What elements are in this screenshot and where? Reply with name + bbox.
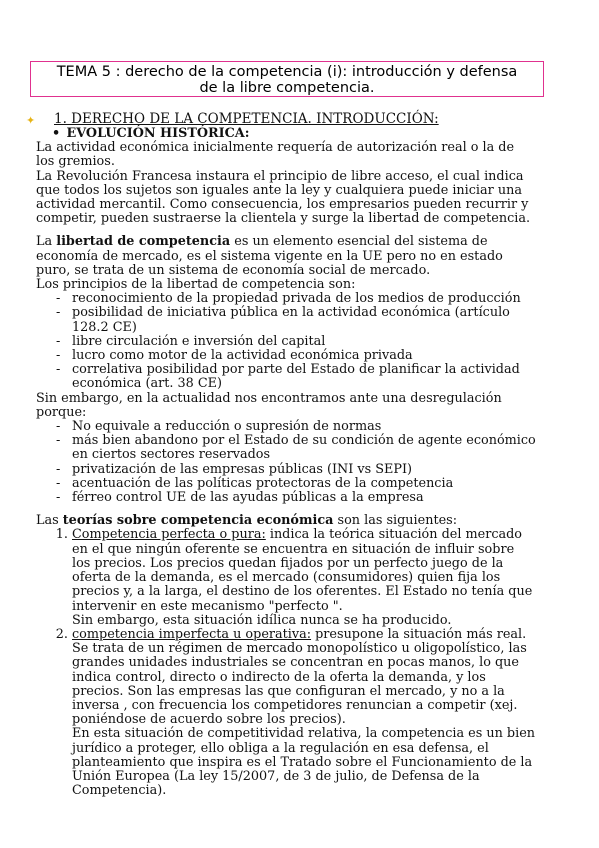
paragraph-2: La Revolución Francesa instaura el principio de libre acceso, el cual indica que todos los sujetos son iguales ante la ley y cualquiera puede iniciar una actividad mercantil. Como consecuencia, los empresarios pueden recurrir y competir, pueden sustraerse la clientela y surge la libertad de competencia. [36, 168, 531, 227]
list-item: - posibilidad de iniciativa pública en la actividad económica (artículo 128.2 CE) [72, 306, 536, 334]
subheading-text: EVOLUCIÓN HISTÓRICA: [66, 126, 250, 141]
term-libertad: libertad de competencia [56, 234, 231, 250]
title-box [30, 61, 544, 97]
theory-1-text-2: Sin embargo, esta situación idílica nunca se ha producido. [72, 612, 452, 628]
star-icon: ✦ [26, 114, 36, 127]
title-line-1: TEMA 5 : derecho de la competencia (i): introducción y defensa [56, 64, 518, 80]
list-item: - férreo control UE de las ayudas públicas a la empresa [72, 491, 536, 505]
paragraph-3: La libertad de competencia es un elemento esencial del sistema de economía de mercado, es el sistema vigente en la UE pero no en estado puro, se trata de un sistema de economía social de mercado. [36, 234, 503, 278]
theory-2-title: competencia imperfecta u operativa: [72, 626, 312, 642]
list-item: - acentuación de las políticas protectoras de la competencia [72, 477, 536, 491]
theory-item-2 [72, 628, 536, 798]
section-heading [26, 111, 536, 127]
theory-1-text: indica la teórica situación del mercado en el que ningún oferente se encuentra en situación de influir sobre los precios. Los precios quedan fijados por un perfecto juego de la oferta de la demanda, es el mercado (consumidores) quien fija los precios y, a la larga, el destino de los oferentes. El Estado no tenía que intervenir en este mecanismo "perfecto ". [72, 527, 533, 614]
section-heading-text: 1. DERECHO DE LA COMPETENCIA. INTRODUCCIÓN: [54, 111, 439, 127]
dereg-intro: Sin embargo, en la actualidad nos encontramos ante una desregulación porque: [36, 390, 502, 420]
theories-list [36, 528, 536, 798]
list-item: - lucro como motor de la actividad económica privada [72, 349, 536, 363]
theory-1-title: Competencia perfecta o pura: [72, 527, 266, 543]
list-item: - privatización de las empresas públicas (INI vs SEPI) [72, 463, 536, 477]
bullet-icon: • [52, 126, 61, 141]
term-teorias: teorías sobre competencia económica [62, 513, 334, 529]
list-item: - No equivale a reducción o supresión de normas [72, 420, 536, 434]
theory-item-1 [72, 528, 536, 627]
theory-2-text-2: En esta situación de competitividad relativa, la competencia es un bien jurídico a proteger, ello obliga a la regulación en esa defensa, el planteamiento que inspira es el Tratado sobre el Funcionamiento de la Unión Europea (La ley 15/2007, de 3 de julio, de Defensa de la Competencia). [72, 726, 536, 799]
theory-2-text: presupone la situación más real. Se trata de un régimen de mercado monopolístico u oligopolístico, las grandes unidades industriales se concentran en pocas manos, lo que indica control, directo o indirecto de la oferta la demanda, y los precios. Son las empresas las que configuran el mercado, y no a la inversa , con frecuencia los competidores renuncian a competir (xej. poniéndose de acuerdo sobre los precios). [72, 626, 527, 728]
subheading [52, 127, 536, 141]
list-item: - libre circulación e inversión del capital [72, 335, 536, 349]
dereg-list [36, 420, 536, 505]
title-line-2: de la libre competencia. [199, 80, 375, 96]
list-item: - correlativa posibilidad por parte del Estado de planificar la actividad económica (art. 38 CE) [72, 363, 536, 391]
theories-intro: Las teorías sobre competencia económica son las siguientes: [36, 513, 458, 529]
list-item: - reconocimiento de la propiedad privada de los medios de producción [72, 292, 536, 306]
document-body [26, 111, 536, 799]
paragraph-1: La actividad económica inicialmente requería de autorización real o la de los gremios. [36, 140, 515, 170]
list-item: - más bien abandono por el Estado de su condición de agente económico en ciertos sectores reservados [72, 434, 536, 462]
principles-intro: Los principios de la libertad de competencia son: [36, 277, 356, 293]
principles-list [36, 292, 536, 391]
